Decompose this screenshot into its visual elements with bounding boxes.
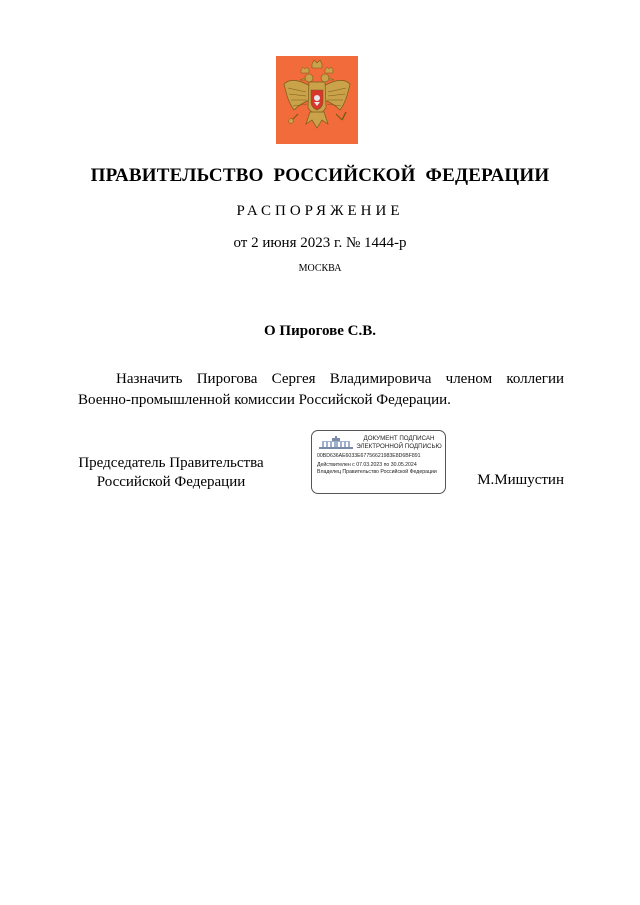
signer-title — [76, 454, 266, 492]
government-building-icon — [318, 436, 354, 450]
stamp-certificate-number: 00BD636AE6033E67756621983E8D6BF891 — [317, 453, 421, 459]
russian-coat-of-arms-icon — [276, 56, 358, 144]
document-subject: О Пирогове С.В. — [264, 323, 376, 339]
electronic-signature-stamp — [311, 430, 446, 494]
stamp-heading-line2: ЭЛЕКТРОННОЙ ПОДПИСЬЮ — [356, 442, 442, 450]
document-date-number: от 2 июня 2023 г. № 1444-р — [233, 235, 407, 251]
stamp-validity: Действителен с 07.03.2023 по 30.05.2024 — [317, 462, 417, 468]
signer-title-line1: Председатель Правительства — [78, 455, 264, 471]
signer-name: М.Мишустин — [477, 472, 564, 488]
document-city: МОСКВА — [298, 263, 342, 274]
coat-of-arms-emblem — [276, 56, 358, 144]
signer-title-line2: Российской Федерации — [96, 474, 246, 490]
document-body-paragraph: Назначить Пирогова Сергея Владимировича членом коллегии Военно-промышленной комиссии Российской Федерации. — [78, 371, 564, 408]
stamp-heading-line1: ДОКУМЕНТ ПОДПИСАН — [363, 435, 435, 442]
government-title: ПРАВИТЕЛЬСТВО РОССИЙСКОЙ ФЕДЕРАЦИИ — [90, 165, 550, 186]
stamp-heading — [354, 435, 444, 450]
document-type: РАСПОРЯЖЕНИЕ — [236, 203, 404, 219]
stamp-owner: Владелец Правительство Российской Федерации — [317, 469, 437, 475]
